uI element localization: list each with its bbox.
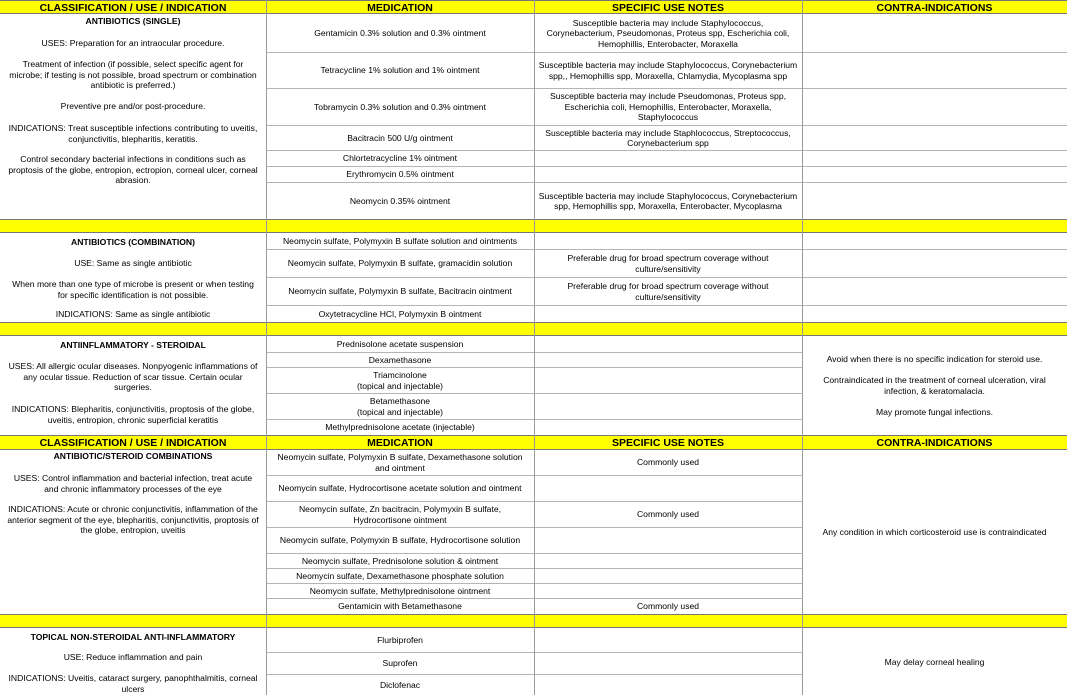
note-cell: Susceptible bacteria may include Staphylococcus, Corynebacterium spp, Hemophillis spp, Moraxella, Enterobacter, Mycoplasma — [538, 190, 798, 211]
note-cell — [534, 476, 802, 502]
note-cell: Preferable drug for broad spectrum coverage without culture/sensitivity — [534, 250, 802, 278]
med-cell: Tetracycline 1% solution and 1% ointment — [266, 53, 534, 89]
column-divider — [802, 0, 803, 695]
med-cell: Tobramycin 0.3% solution and 0.3% ointment — [266, 89, 534, 126]
section2-para: USE: Same as single antibiotic — [74, 258, 192, 268]
column-divider — [534, 0, 535, 695]
med-cell: Neomycin sulfate, Polymyxin B sulfate, gramacidin solution — [266, 250, 534, 278]
note-cell — [534, 584, 802, 599]
contra-cell — [802, 15, 1067, 53]
section1-para: USES: Preparation for an intraocular procedure. — [41, 38, 225, 48]
section4-para: INDICATIONS: Acute or chronic conjunctivitis, inflammation of the anterior segment of the eye, blepharitis, conjunctivitis, proptosis of the globe, entropion, uveitis — [7, 504, 259, 535]
section5-para: USE: Reduce inflammation and pain — [63, 652, 203, 662]
contra-cell — [802, 234, 1067, 250]
section4-title: ANTIBIOTIC/STEROID COMBINATIONS — [53, 451, 213, 461]
section3-para: USES: All allergic ocular diseases. Nonpyogenic inflammations of any ocular tissue. Reduction of scar tissue. Certain ocular surgeries. — [8, 361, 258, 392]
section3-title: ANTIINFLAMMATORY - STEROIDAL — [60, 340, 206, 350]
section3-contra: Contraindicated in the treatment of corneal ulceration, viral infection, & keratomalacia. — [823, 375, 1046, 396]
note-cell — [534, 151, 802, 167]
note-cell: Susceptible bacteria may include Staphylococcus, Corynebacterium spp,, Hemophillis spp, Moraxella, Chlamydia, Mycoplasma spp — [534, 53, 802, 89]
contra-cell — [802, 167, 1067, 183]
contra-cell — [802, 53, 1067, 89]
note-cell — [534, 306, 802, 322]
note-cell: Commonly used — [534, 502, 802, 528]
med-cell: Neomycin sulfate, Methylprednisolone ointment — [266, 584, 534, 599]
header-contra-2: CONTRA-INDICATIONS — [876, 437, 993, 449]
med-cell: Neomycin sulfate, Polymyxin B sulfate, Bacitracin ointment — [266, 278, 534, 306]
header-medication-2: MEDICATION — [367, 437, 433, 449]
med-cell: Chlortetracycline 1% ointment — [266, 151, 534, 167]
med-cell: Neomycin sulfate, Polymyxin B sulfate solution and ointments — [266, 234, 534, 250]
header-notes-2: SPECIFIC USE NOTES — [611, 437, 725, 449]
note-cell — [534, 353, 802, 368]
note-cell — [534, 234, 802, 250]
section2-title: ANTIBIOTICS (COMBINATION) — [71, 237, 195, 247]
med-cell: Gentamicin with Betamethasone — [338, 601, 462, 612]
med-cell: Oxytetracycline HCl, Polymyxin B ointment — [318, 308, 482, 319]
note-cell — [534, 569, 802, 584]
med-cell: Prednisolone acetate suspension — [266, 337, 534, 353]
note-cell — [534, 554, 802, 569]
med-cell: Neomycin sulfate, Polymyxin B sulfate, Hydrocortisone solution — [266, 528, 534, 554]
header-medication: MEDICATION — [367, 2, 433, 14]
note-cell — [534, 167, 802, 183]
section5-contra: May delay corneal healing — [884, 657, 985, 667]
med-cell: Neomycin sulfate, Prednisolone solution & ointment — [266, 554, 534, 569]
section1-para: INDICATIONS: Treat susceptible infections contributing to uveitis, conjunctivitis, blepharitis, keratitis. — [8, 123, 258, 144]
section1-para: Treatment of infection (if possible, select specific agent for microbe; if testing is not possible, broad spectrum or combination antibiotic is preferred.) — [9, 59, 257, 90]
note-cell: Susceptible bacteria may include Pseudomonas, Proteus spp, Escherichia coli, Hemophillis, Enterobacter, Moraxella, Staphylococcus — [534, 89, 802, 126]
note-cell — [534, 394, 802, 420]
note-cell: Susceptible bacteria may include Staphlococcus, Streptococcus, Corynebacterium spp — [534, 126, 802, 151]
contra-cell — [802, 89, 1067, 126]
note-cell: Commonly used — [636, 601, 700, 612]
section1-para: Preventive pre and/or post-procedure. — [60, 101, 206, 111]
contra-cell — [802, 250, 1067, 278]
contra-cell — [802, 126, 1067, 151]
note-cell: Preferable drug for broad spectrum coverage without culture/sensitivity — [534, 278, 802, 306]
note-cell — [534, 629, 802, 653]
med-cell: Methylprednisolone acetate (injectable) — [325, 422, 475, 433]
med-cell: Bacitracin 500 U/g ointment — [266, 126, 534, 151]
med-cell: Erythromycin 0.5% ointment — [266, 167, 534, 183]
section5-para: INDICATIONS: Uveitis, cataract surgery, panophthalmitis, corneal ulcers — [8, 673, 258, 694]
header-classification-2: CLASSIFICATION / USE / INDICATION — [39, 437, 227, 449]
section4-para: USES: Control inflammation and bacterial infection, treat acute and chronic inflammatory processes of the eye — [13, 473, 253, 494]
med-cell: Diclofenac — [379, 679, 421, 690]
section1-title: ANTIBIOTICS (SINGLE) — [85, 16, 181, 26]
header-classification: CLASSIFICATION / USE / INDICATION — [39, 2, 227, 14]
section1-para: Control secondary bacterial infections in conditions such as proptosis of the globe, entropion, ectropion, corneal ulcer, corneal abrasion. — [8, 154, 258, 185]
section2-para: INDICATIONS: Same as single antibiotic — [55, 309, 211, 319]
column-divider — [266, 0, 267, 695]
med-cell: Neomycin 0.35% ointment — [349, 195, 451, 206]
med-cell: Neomycin sulfate, Zn bacitracin, Polymyxin B sulfate, Hydrocortisone ointment — [266, 502, 534, 528]
note-cell — [534, 337, 802, 353]
note-cell: Commonly used — [534, 450, 802, 476]
header-contra: CONTRA-INDICATIONS — [876, 2, 993, 14]
med-cell: Neomycin sulfate, Polymyxin B sulfate, Dexamethasone solution and ointment — [266, 450, 534, 476]
note-cell — [534, 653, 802, 675]
med-cell: Neomycin sulfate, Dexamethasone phosphate solution — [266, 569, 534, 584]
header-notes: SPECIFIC USE NOTES — [611, 2, 725, 14]
med-cell: Flurbiprofen — [266, 629, 534, 653]
med-cell: Dexamethasone — [266, 353, 534, 368]
section3-contra: May promote fungal infections. — [875, 407, 994, 417]
section2-para: When more than one type of microbe is present or when testing for specific identification is not possible. — [12, 279, 254, 300]
note-cell: Susceptible bacteria may include Staphylococcus, Corynebacterium, Pseudomonas, Proteus spp, Escherichia coli, Hemophillis, Enterobacter, Moraxella — [534, 15, 802, 53]
med-cell: Triamcinolone (topical and injectable) — [266, 368, 534, 394]
section5-title: TOPICAL NON-STEROIDAL ANTI-INFLAMMATORY — [30, 632, 236, 642]
note-cell — [534, 528, 802, 554]
contra-cell — [802, 151, 1067, 167]
contra-cell — [802, 278, 1067, 306]
section3-para: INDICATIONS: Blepharitis, conjunctivitis, proptosis of the globe, uveitis, entropion, chronic superficial keratitis — [11, 404, 255, 425]
med-cell: Neomycin sulfate, Hydrocortisone acetate solution and ointment — [266, 476, 534, 502]
section4-contra: Any condition in which corticosteroid use is contraindicated — [822, 527, 1047, 537]
note-cell — [534, 368, 802, 394]
med-cell: Gentamicin 0.3% solution and 0.3% ointment — [266, 15, 534, 53]
section3-contra: Avoid when there is no specific indication for steroid use. — [826, 354, 1043, 364]
med-cell: Suprofen — [266, 653, 534, 675]
med-cell: Betamethasone (topical and injectable) — [266, 394, 534, 420]
